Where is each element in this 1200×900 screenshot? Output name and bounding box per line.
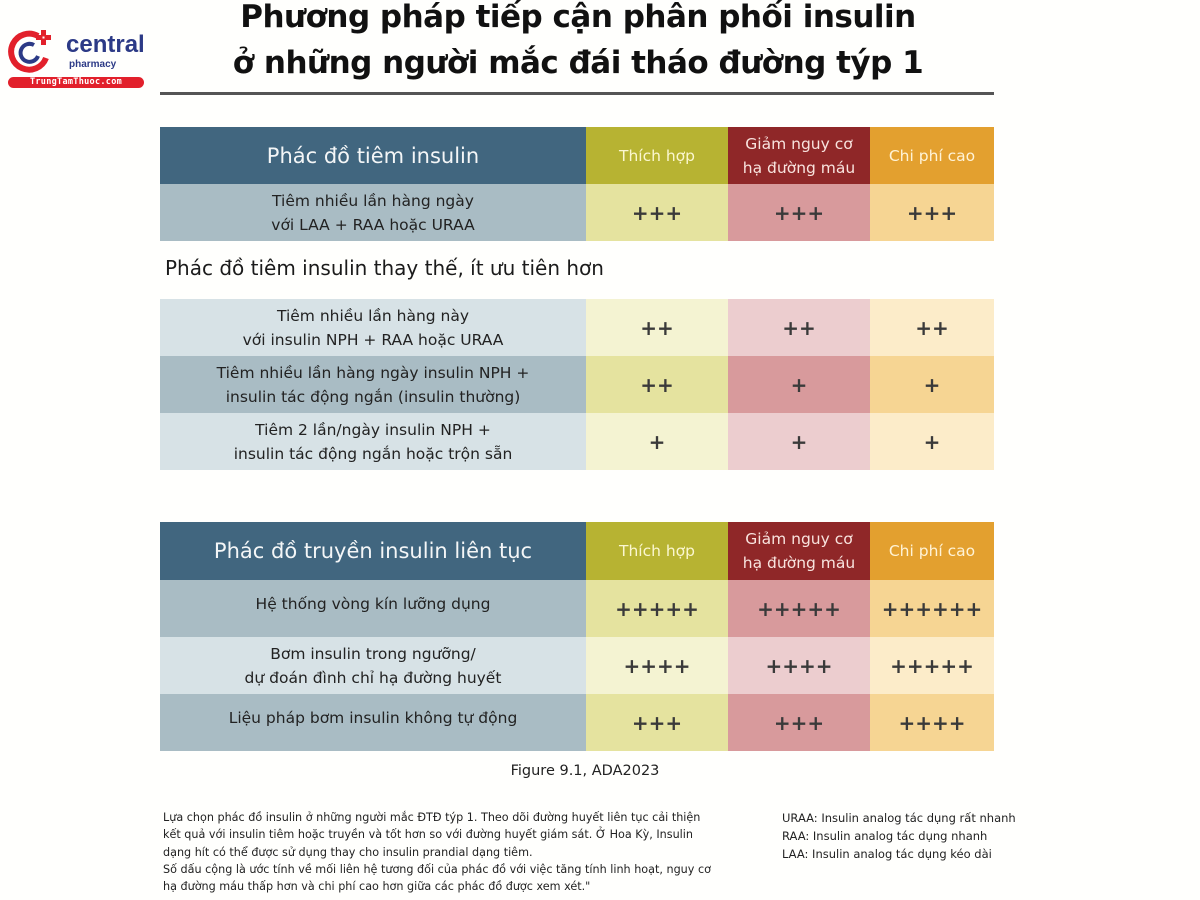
cost-rating: ++++	[870, 694, 994, 751]
footnote-line: hạ đường máu thấp hơn và chi phí cao hơn giữa các phác đồ được xem xét."	[163, 880, 591, 894]
page-title-line-1: Phương pháp tiếp cận phân phối insulin	[240, 0, 916, 35]
footnote-paragraph	[163, 809, 763, 895]
infusion-regimen-table	[160, 522, 994, 751]
logo-brand-sub: pharmacy	[69, 59, 117, 70]
suitable-rating: +++	[586, 184, 728, 241]
hypo-risk-rating: +	[728, 356, 870, 413]
hypo-risk-rating: +	[728, 413, 870, 470]
suitable-rating: +++	[586, 694, 728, 751]
suitable-rating: +++++	[586, 580, 728, 637]
legend-item-raa: RAA: Insulin analog tác dụng nhanh	[782, 829, 988, 843]
hypo-risk-header-line-1: Giảm nguy cơ	[745, 530, 853, 548]
pharmacy-cross-logo-icon	[8, 28, 54, 74]
table-row	[160, 299, 994, 356]
cost-rating: +++	[870, 184, 994, 241]
hypo-risk-header-line-1: Giảm nguy cơ	[745, 134, 853, 153]
title-divider	[160, 92, 994, 95]
regimen-label-line-2: với LAA + RAA hoặc URAA	[271, 215, 475, 234]
table-row	[160, 637, 994, 694]
suitable-rating: ++	[586, 299, 728, 356]
regimen-label	[160, 637, 586, 694]
cost-rating: +++++	[870, 637, 994, 694]
suitable-rating: ++	[586, 356, 728, 413]
table-row	[160, 413, 994, 470]
injection-regimen-table	[160, 127, 994, 241]
legend-item-laa: LAA: Insulin analog tác dụng kéo dài	[782, 847, 992, 861]
abbreviation-legend	[782, 809, 1016, 863]
regimen-label	[160, 184, 586, 241]
logo-brand-name: central	[66, 31, 145, 58]
cost-rating: +	[870, 413, 994, 470]
hypo-risk-column-header	[728, 522, 870, 580]
regimen-label-line-1: Tiêm nhiều lần hàng ngày insulin NPH +	[216, 363, 530, 382]
cost-rating: +	[870, 356, 994, 413]
cost-rating: ++++++	[870, 580, 994, 637]
regimen-label-line-1: Tiêm nhiều lần hàng này	[276, 306, 470, 325]
suitable-rating: ++++	[586, 637, 728, 694]
table-row	[160, 356, 994, 413]
hypo-risk-rating: +++++	[728, 580, 870, 637]
hypo-risk-column-header	[728, 127, 870, 184]
regimen-label	[160, 356, 586, 413]
hypo-risk-rating: +++	[728, 694, 870, 751]
page-title-line-2: ở những người mắc đái tháo đường týp 1	[232, 45, 924, 81]
regimen-label: Hệ thống vòng kín lưỡng dụng	[160, 580, 586, 637]
regimen-label-line-2: insulin tác động ngắn hoặc trộn sẵn	[233, 444, 513, 463]
regimen-label: Liệu pháp bơm insulin không tự động	[160, 694, 586, 751]
hypo-risk-rating: ++	[728, 299, 870, 356]
regimen-label-line-2: dự đoán đình chỉ hạ đường huyết	[244, 668, 502, 687]
figure-caption: Figure 9.1, ADA2023	[510, 763, 660, 779]
regimen-column-header: Phác đồ tiêm insulin	[160, 127, 586, 184]
alternative-regimen-table	[160, 299, 994, 470]
table-row	[160, 694, 994, 751]
regimen-label	[160, 299, 586, 356]
table-row	[160, 580, 994, 637]
hypo-risk-header-line-2: hạ đường máu	[742, 554, 856, 572]
footnote-line: Lựa chọn phác đồ insulin ở những người mắc ĐTĐ týp 1. Theo dõi đường huyết liên tục cải thiện	[163, 811, 701, 824]
footnote-line: kết quả với insulin tiêm hoặc truyền và tốt hơn so với đường huyết giám sát. Ở Hoa Kỳ, Insulin	[163, 828, 693, 842]
footnote-line: Số dấu cộng là ước tính về mối liên hệ tương đối của phác đồ với việc tăng tính linh hoạt, nguy cơ	[163, 862, 711, 876]
cost-column-header: Chi phí cao	[870, 522, 994, 580]
regimen-label-line-1: Tiêm nhiều lần hàng ngày	[272, 191, 474, 210]
legend-item-uraa: URAA: Insulin analog tác dụng rất nhanh	[782, 811, 1016, 825]
table-header-row	[160, 522, 994, 580]
regimen-label-line-2: insulin tác động ngắn (insulin thường)	[225, 387, 521, 406]
table-header-row	[160, 127, 994, 184]
regimen-label	[160, 413, 586, 470]
alternative-regimen-subheading: Phác đồ tiêm insulin thay thế, ít ưu tiên hơn	[165, 256, 604, 280]
central-pharmacy-logo	[8, 26, 148, 90]
suitable-column-header: Thích hợp	[586, 127, 728, 184]
hypo-risk-rating: +++	[728, 184, 870, 241]
suitable-rating: +	[586, 413, 728, 470]
cost-column-header: Chi phí cao	[870, 127, 994, 184]
footnote-line: dạng hít có thể được sử dụng thay cho insulin prandial dạng tiêm.	[163, 845, 533, 859]
regimen-label-line-1: Bơm insulin trong ngưỡng/	[270, 644, 476, 663]
regimen-label-line-1: Tiêm 2 lần/ngày insulin NPH +	[255, 420, 491, 439]
table-row	[160, 184, 994, 241]
logo-url-badge: TrungTamThuoc.com	[8, 77, 144, 88]
suitable-column-header: Thích hợp	[586, 522, 728, 580]
hypo-risk-header-line-2: hạ đường máu	[742, 158, 856, 177]
regimen-label-line-2: với insulin NPH + RAA hoặc URAA	[242, 330, 504, 349]
cost-rating: ++	[870, 299, 994, 356]
regimen-column-header: Phác đồ truyền insulin liên tục	[160, 522, 586, 580]
hypo-risk-rating: ++++	[728, 637, 870, 694]
